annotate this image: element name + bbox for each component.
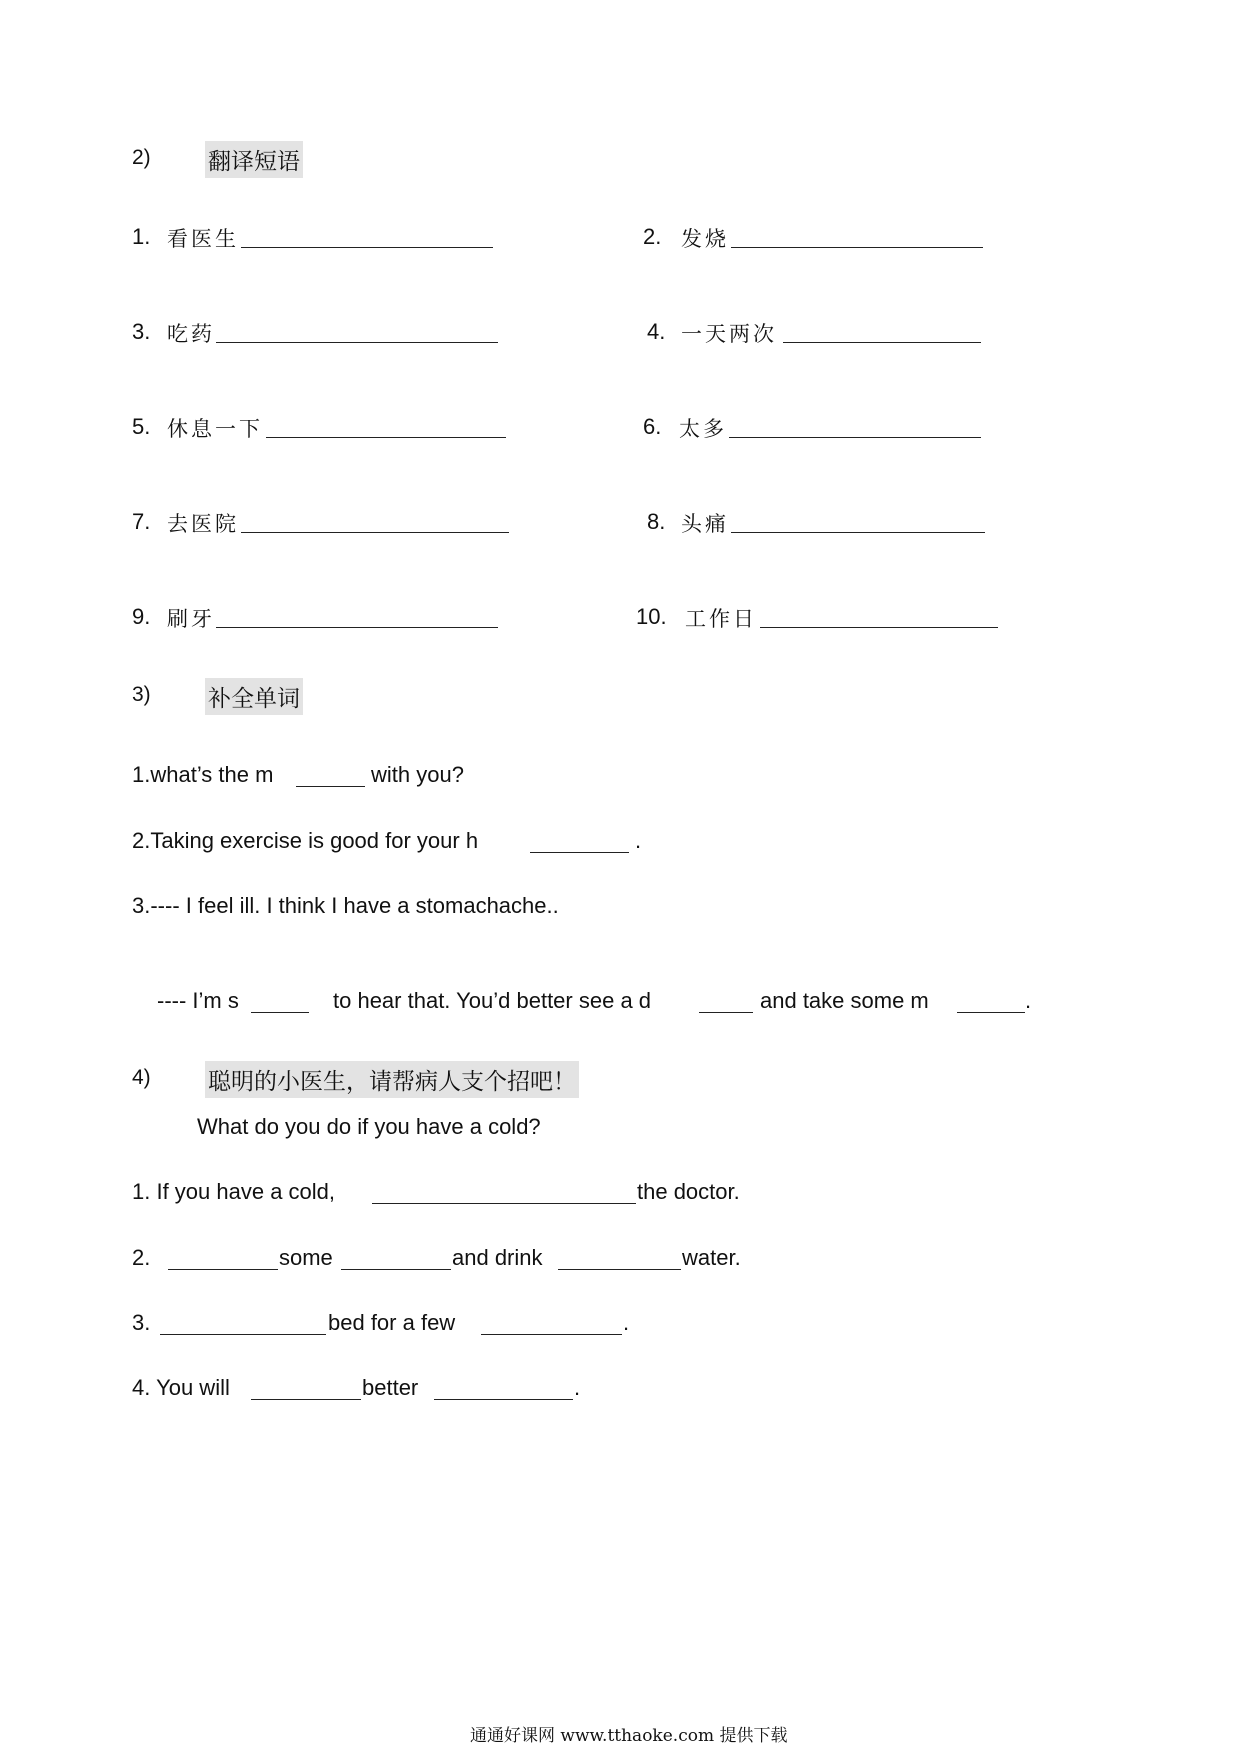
item-number: 10. (636, 604, 667, 629)
answer-blank[interactable] (699, 1012, 753, 1013)
section-3-title: 补全单词 (205, 678, 303, 715)
item-text: 一天两次 (681, 322, 777, 346)
sentence-text: ---- I’m s (157, 988, 239, 1013)
answer-blank[interactable] (160, 1334, 326, 1335)
item-number: 6. (643, 414, 662, 439)
sentence-text: 4. You will (132, 1375, 230, 1400)
item-text: 工作日 (685, 607, 757, 631)
sentence-text: 1. If you have a cold, (132, 1179, 336, 1204)
sentence-text: some (279, 1245, 333, 1270)
answer-blank[interactable] (731, 532, 985, 533)
answer-blank[interactable] (168, 1269, 278, 1270)
section-2-title: 翻译短语 (205, 141, 303, 178)
answer-blank[interactable] (481, 1334, 622, 1335)
sentence-text: . (635, 828, 642, 853)
section-4-title: 聪明的小医生，请帮病人支个招吧！ (205, 1061, 579, 1098)
answer-blank[interactable] (241, 247, 493, 248)
answer-blank[interactable] (216, 627, 498, 628)
sentence-text: and drink (452, 1245, 543, 1270)
section-3-number: 3) (132, 683, 151, 706)
sentence-text: 3. (132, 1310, 151, 1335)
item-number: 2. (643, 224, 662, 249)
answer-blank[interactable] (783, 342, 981, 343)
sentence-text: 2. (132, 1245, 151, 1270)
answer-blank[interactable] (530, 852, 629, 853)
sentence-text: 2.Taking exercise is good for your h (132, 828, 479, 853)
answer-blank[interactable] (216, 342, 498, 343)
section-4-question: What do you do if you have a cold? (197, 1114, 541, 1139)
answer-blank[interactable] (241, 532, 509, 533)
item-number: 5. (132, 414, 151, 439)
sentence-text: 3.---- I feel ill. I think I have a stomachache.. (132, 893, 559, 918)
sentence-text: . (574, 1375, 581, 1400)
answer-blank[interactable] (729, 437, 981, 438)
answer-blank[interactable] (296, 786, 365, 787)
answer-blank[interactable] (251, 1399, 361, 1400)
sentence-text: the doctor. (637, 1179, 740, 1204)
sentence-text: with you? (371, 762, 464, 787)
item-text: 太多 (679, 417, 727, 441)
sentence-text: . (623, 1310, 630, 1335)
sentence-text: better (362, 1375, 419, 1400)
section-2-number: 2) (132, 146, 151, 169)
answer-blank[interactable] (341, 1269, 451, 1270)
section-4-number: 4) (132, 1066, 151, 1089)
footer-credit: 通通好课网 www.tthaoke.com 提供下载 (470, 1726, 788, 1746)
answer-blank[interactable] (372, 1203, 636, 1204)
item-text: 去医院 (167, 512, 239, 536)
item-text: 发烧 (681, 227, 729, 251)
sentence-text: and take some m (760, 988, 929, 1013)
item-number: 9. (132, 604, 151, 629)
item-number: 8. (647, 509, 666, 534)
answer-blank[interactable] (251, 1012, 309, 1013)
answer-blank[interactable] (731, 247, 983, 248)
item-text: 看医生 (167, 227, 239, 251)
answer-blank[interactable] (957, 1012, 1025, 1013)
sentence-text: bed for a few (328, 1310, 456, 1335)
sentence-text: water. (682, 1245, 741, 1270)
sentence-text: to hear that. You’d better see a d (333, 988, 652, 1013)
answer-blank[interactable] (760, 627, 998, 628)
item-number: 1. (132, 224, 151, 249)
answer-blank[interactable] (434, 1399, 573, 1400)
sentence-text: . (1025, 988, 1032, 1013)
item-text: 刷牙 (167, 607, 215, 631)
item-number: 7. (132, 509, 151, 534)
item-number: 3. (132, 319, 151, 344)
item-text: 休息一下 (167, 417, 263, 441)
item-text: 吃药 (167, 322, 215, 346)
item-number: 4. (647, 319, 666, 344)
item-text: 头痛 (681, 512, 729, 536)
answer-blank[interactable] (266, 437, 506, 438)
sentence-text: 1.what’s the m (132, 762, 274, 787)
answer-blank[interactable] (558, 1269, 681, 1270)
